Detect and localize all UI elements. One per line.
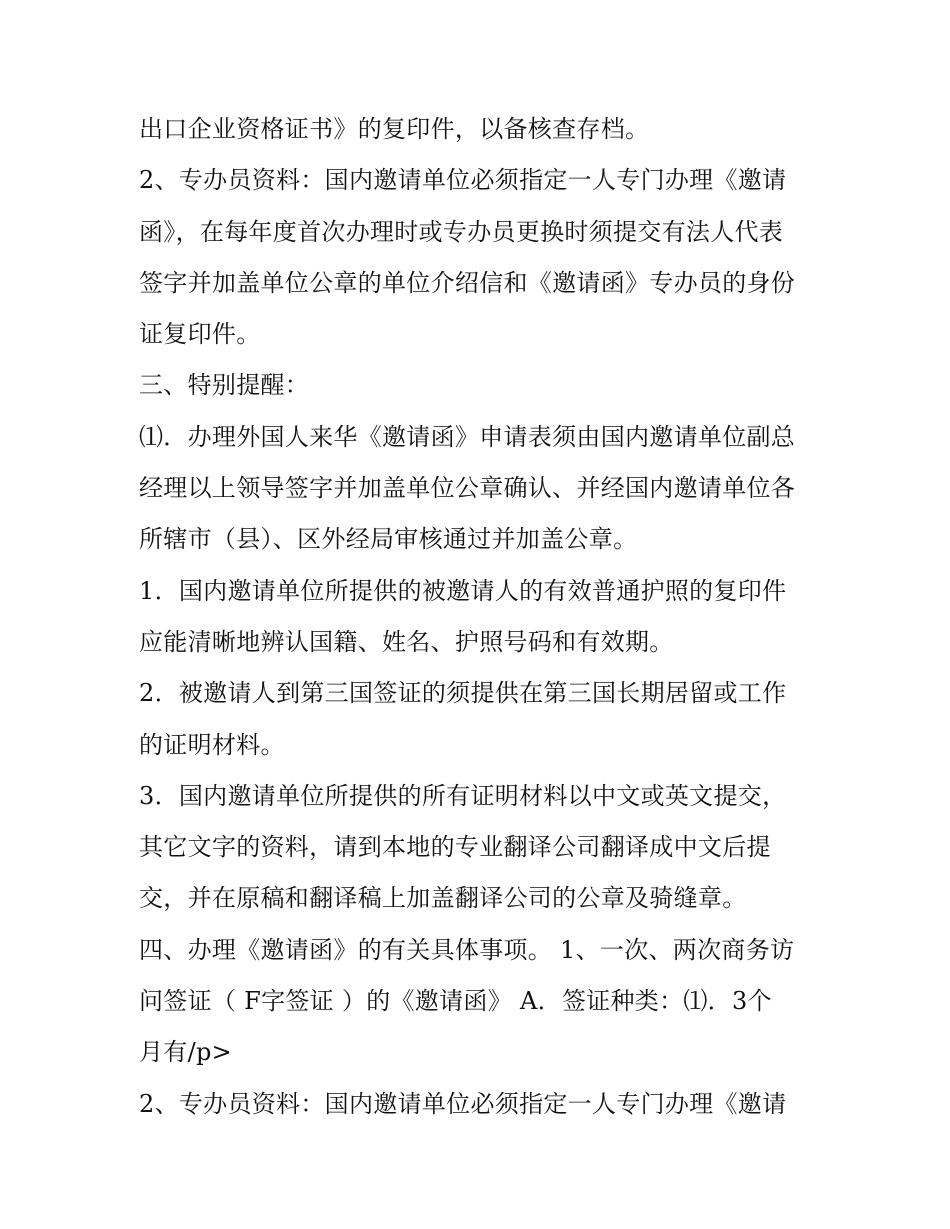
text-line-19: 月有/p> — [139, 1038, 233, 1067]
document-body — [139, 104, 819, 1130]
section-heading-special-reminder: 三、特别提醒： — [139, 371, 310, 400]
text-line-7: ⑴．办理外国人来华《邀请函》申请表须由国内邀请单位副总 — [139, 422, 796, 451]
text-line-17: 四、办理《邀请函》的有关具体事项。 1、一次、两次商务访 — [139, 935, 795, 964]
text-line-5: 证复印件。 — [139, 320, 261, 349]
text-line-18: 问签证（ F字签证 ）的《邀请函》 A．签证种类：⑴．3个 — [139, 987, 772, 1016]
text-line-16: 交，并在原稿和翻译稿上加盖翻译公司的公章及骑缝章。 — [139, 884, 747, 913]
text-line-10: 1．国内邀请单位所提供的被邀请人的有效普通护照的复印件 — [139, 576, 787, 605]
text-line-13: 的证明材料。 — [139, 730, 285, 759]
text-line-1: 出口企业资格证书》的复印件，以备核查存档。 — [139, 115, 650, 143]
text-line-14: 3．国内邀请单位所提供的所有证明材料以中文或英文提交， — [139, 781, 787, 810]
text-line-15: 其它文字的资料，请到本地的专业翻译公司翻译成中文后提 — [139, 833, 771, 862]
text-line-12: 2．被邀请人到第三国签证的须提供在第三国长期居留或工作 — [139, 679, 787, 708]
text-line-20: 2、专办员资料：国内邀请单位必须指定一人专门办理《邀请 — [139, 1089, 787, 1118]
text-line-8: 经理以上领导签字并加盖单位公章确认、并经国内邀请单位各 — [139, 474, 796, 503]
text-line-3: 函》，在每年度首次办理时或专办员更换时须提交有法人代表 — [139, 217, 784, 246]
text-line-4: 签字并加盖单位公章的单位介绍信和《邀请函》专办员的身份 — [139, 268, 796, 297]
text-line-9: 所辖市（县）、区外经局审核通过并加盖公章。 — [139, 525, 638, 554]
text-line-11: 应能清晰地辨认国籍、姓名、护照号码和有效期。 — [139, 627, 674, 656]
text-line-2: 2、专办员资料：国内邀请单位必须指定一人专门办理《邀请 — [139, 166, 787, 195]
